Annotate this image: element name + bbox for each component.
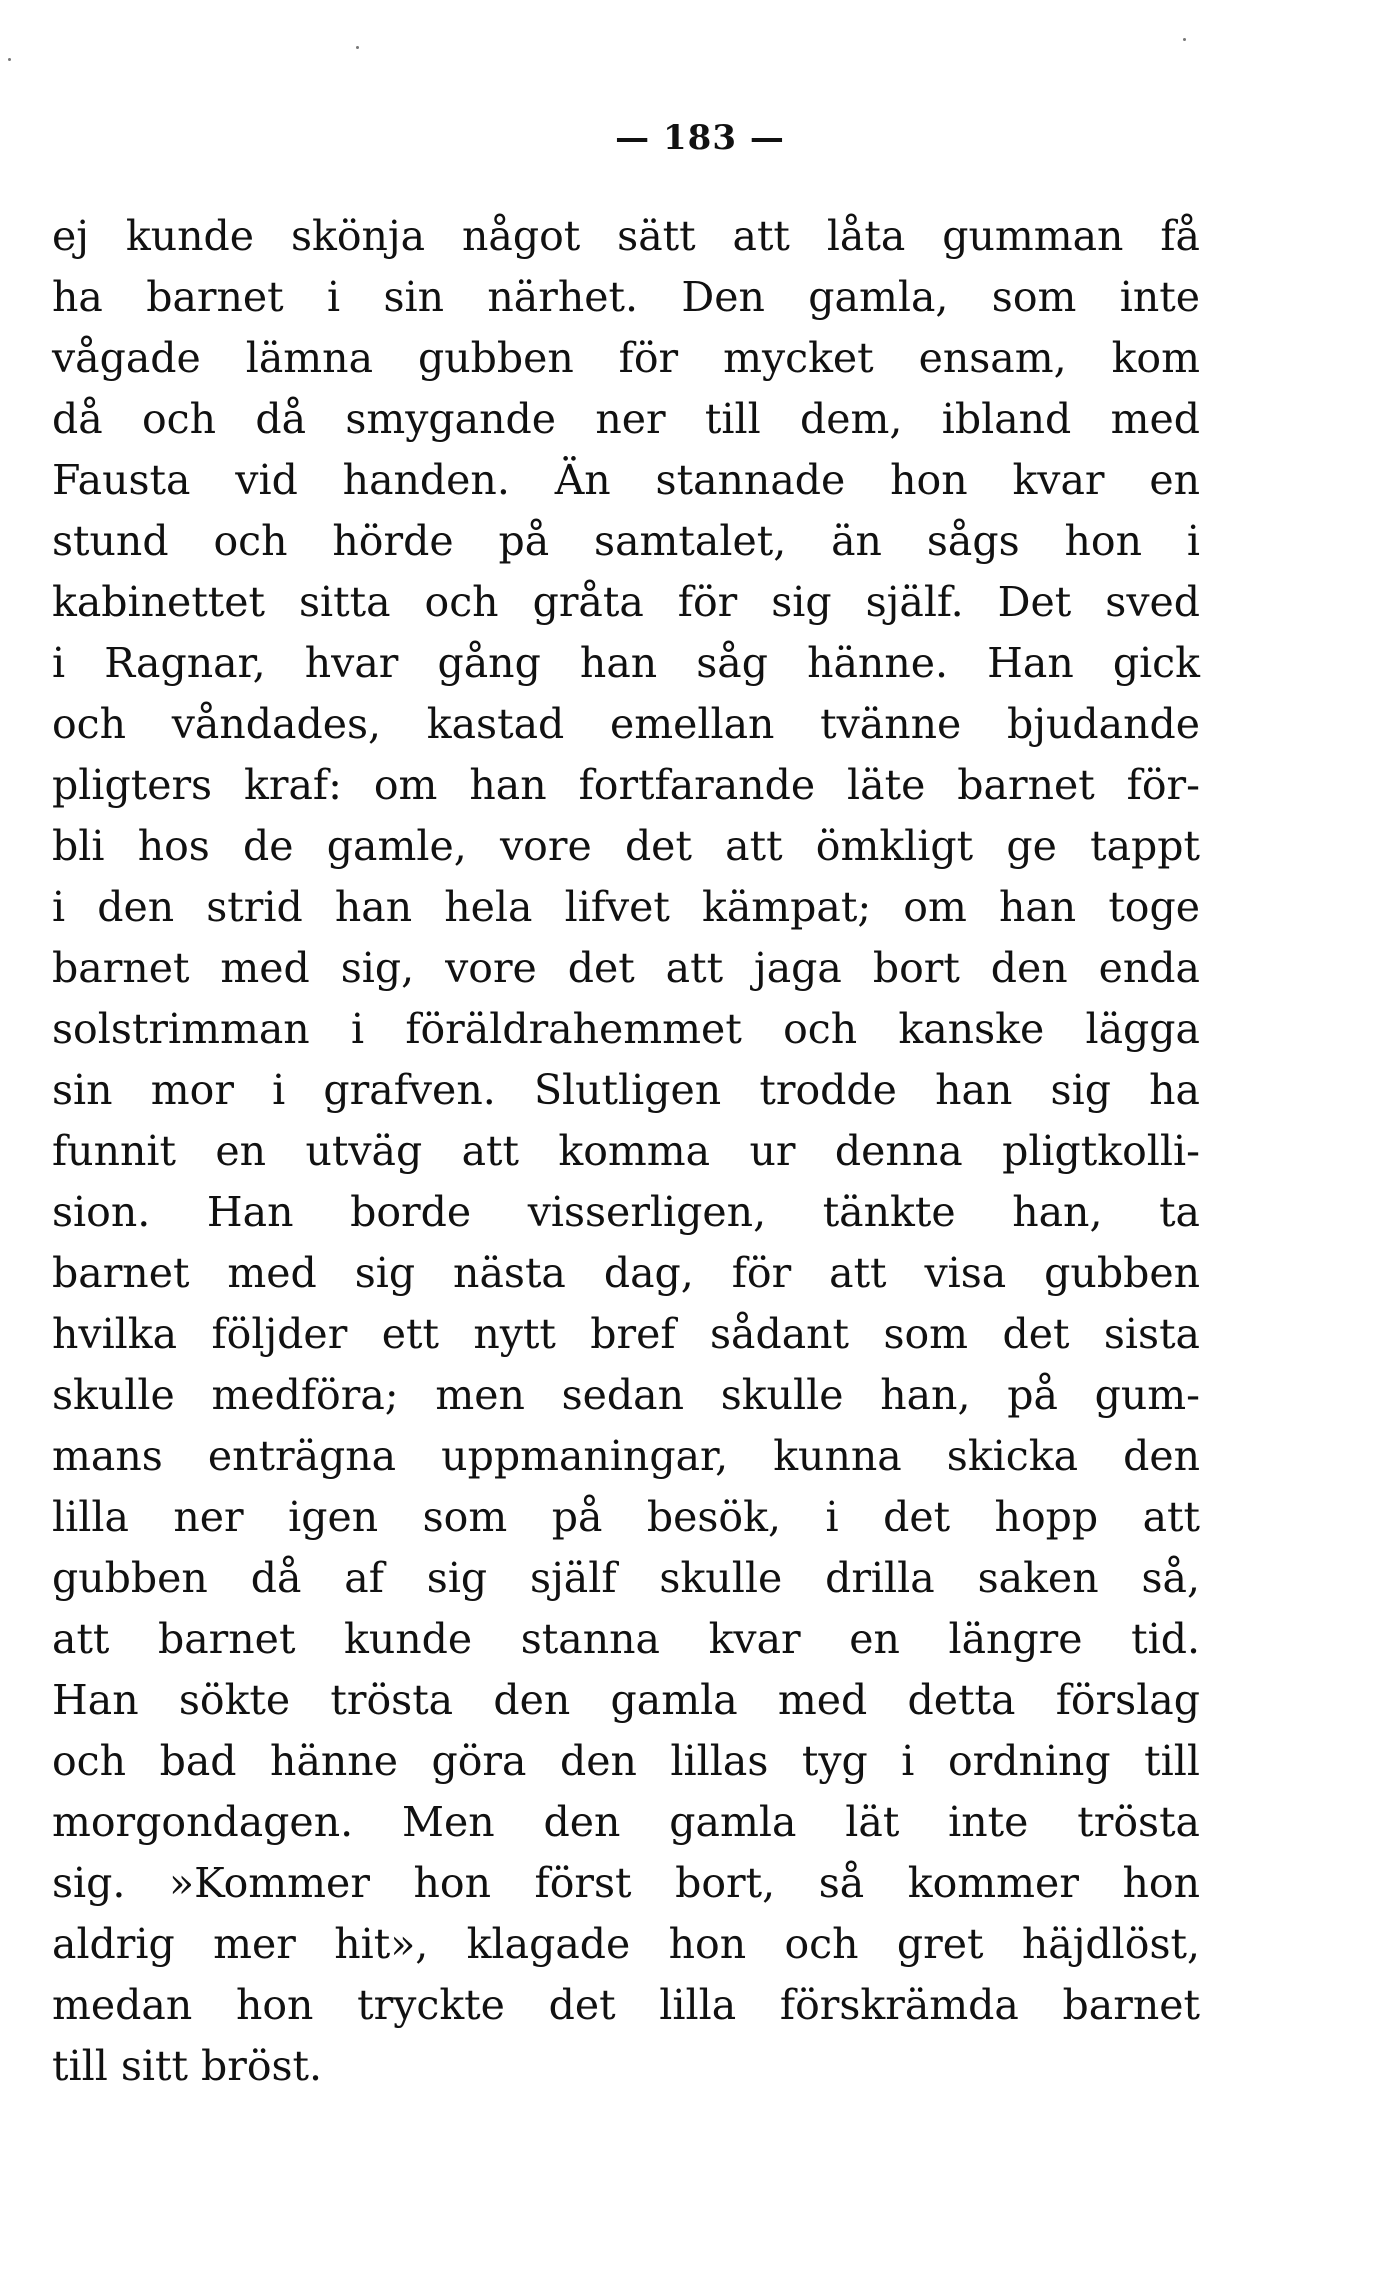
text-line: hvilka följder ett nytt bref sådant som det sista <box>52 1310 1200 1358</box>
text-line: att barnet kunde stanna kvar en längre tid. <box>52 1615 1200 1663</box>
text-line: morgondagen. Men den gamla lät inte trösta <box>52 1798 1200 1846</box>
text-line: solstrimman i föräldrahemmet och kanske lägga <box>52 1005 1200 1053</box>
text-line: då och då smygande ner till dem, ibland med <box>52 395 1200 443</box>
text-line: till sitt bröst. <box>52 2042 323 2090</box>
text-line: Fausta vid handen. Än stannade hon kvar en <box>52 456 1200 504</box>
text-line: aldrig mer hit», klagade hon och gret häjdlöst, <box>52 1920 1200 1968</box>
text-line: sion. Han borde visserligen, tänkte han, ta <box>52 1188 1200 1236</box>
text-line: barnet med sig nästa dag, för att visa gubben <box>52 1249 1200 1297</box>
page-number: — 183 — <box>615 118 785 158</box>
text-line: ha barnet i sin närhet. Den gamla, som inte <box>52 273 1200 321</box>
text-line: ej kunde skönja något sätt att låta gumman få <box>52 212 1200 260</box>
text-line: skulle medföra; men sedan skulle han, på gum- <box>52 1371 1200 1419</box>
text-line: lilla ner igen som på besök, i det hopp att <box>52 1493 1200 1541</box>
text-line: och våndades, kastad emellan tvänne bjudande <box>52 700 1200 748</box>
text-line: vågade lämna gubben för mycket ensam, kom <box>52 334 1200 382</box>
text-line: kabinettet sitta och gråta för sig själf. Det sved <box>52 578 1200 626</box>
text-line: funnit en utväg att komma ur denna pligtkolli- <box>52 1127 1200 1175</box>
paper-speck <box>8 58 11 61</box>
text-line: pligters kraf: om han fortfarande läte barnet för- <box>52 761 1200 809</box>
text-line: Han sökte trösta den gamla med detta förslag <box>52 1676 1200 1724</box>
text-line: i den strid han hela lifvet kämpat; om han toge <box>52 883 1200 931</box>
paper-speck <box>1183 38 1186 41</box>
body-text <box>52 206 1200 2097</box>
text-line: sin mor i grafven. Slutligen trodde han sig ha <box>52 1066 1200 1114</box>
text-line: medan hon tryckte det lilla förskrämda barnet <box>52 1981 1200 2029</box>
text-line: i Ragnar, hvar gång han såg hänne. Han gick <box>52 639 1200 687</box>
text-line: bli hos de gamle, vore det att ömkligt ge tappt <box>52 822 1200 870</box>
paper-speck <box>356 46 359 49</box>
text-line: gubben då af sig själf skulle drilla saken så, <box>52 1554 1200 1602</box>
text-line: barnet med sig, vore det att jaga bort den enda <box>52 944 1200 992</box>
text-line: och bad hänne göra den lillas tyg i ordning till <box>52 1737 1200 1785</box>
text-line: mans enträgna uppmaningar, kunna skicka den <box>52 1432 1200 1480</box>
text-line: stund och hörde på samtalet, än sågs hon i <box>52 517 1200 565</box>
text-line: sig. »Kommer hon först bort, så kommer hon <box>52 1859 1200 1907</box>
